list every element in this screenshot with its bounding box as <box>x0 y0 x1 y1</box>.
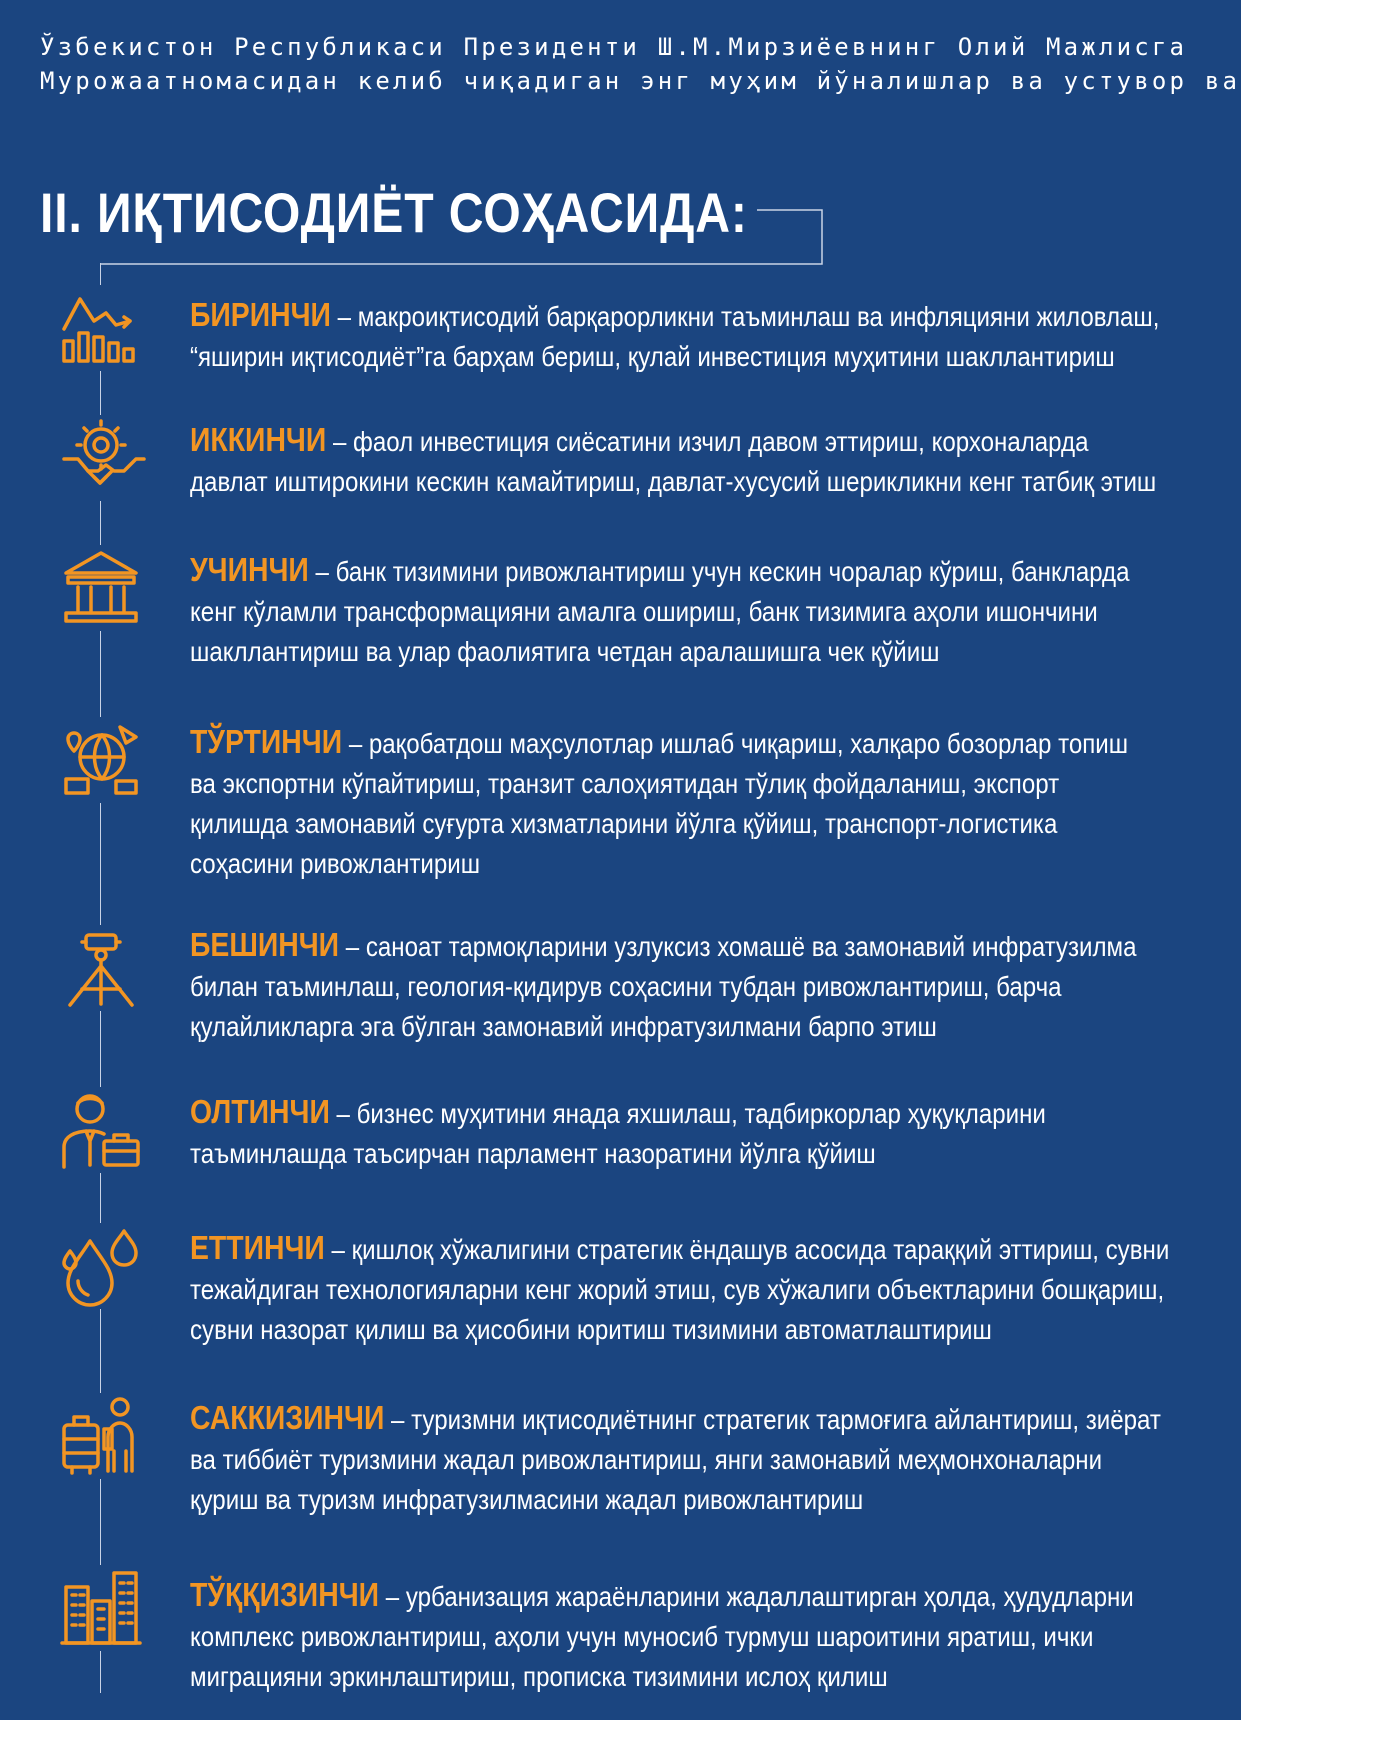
priority-line: ва экспортни кўпайтириш, транзит салоҳиятидан тўлиқ фойдаланиш, экспорт <box>190 768 1060 799</box>
priority-text <box>190 1092 1076 1174</box>
tourist-suitcase-icon <box>58 1393 144 1479</box>
priority-line: таъминлашда таъсирчан парламент назоратини йўлга қўйиш <box>190 1138 876 1169</box>
priority-text <box>190 420 1157 502</box>
priority-line-text: – саноат тармоқларини узлуксиз хомашё ва замонавий инфратузилма <box>339 931 1137 962</box>
priority-line: сувни назорат қилиш ва ҳисобини юритиш тизимини автоматлаштириш <box>190 1314 992 1345</box>
ordinal-label: БЕШИНЧИ <box>190 926 340 963</box>
businessman-briefcase-icon <box>58 1087 144 1173</box>
heading-connector <box>0 0 1381 280</box>
priority-line-text: – макроиқтисодий барқарорликни таъминлаш ва инфляцияни жиловлаш, <box>330 301 1160 332</box>
priority-line: комплекс ривожлантириш, аҳоли учун муносиб турмуш шароитини яратиш, ички <box>190 1621 1094 1652</box>
intro-line: Мурожаатномасидан келиб чиқадиган энг муҳим йўналишлар ва устувор вазифалар: <box>40 67 1381 95</box>
priority-line <box>190 295 1160 337</box>
priority-line <box>190 925 1137 967</box>
handshake-gear-icon <box>58 415 144 501</box>
priority-line: қуриш ва туризм инфратузилмасини жадал ривожлантириш <box>190 1484 864 1515</box>
ordinal-label: ИККИНЧИ <box>190 421 327 458</box>
priority-line <box>190 1575 1134 1617</box>
ordinal-label: ЕТТИНЧИ <box>190 1229 325 1266</box>
ordinal-label: ТЎРТИНЧИ <box>190 723 343 760</box>
priority-line <box>190 1228 1170 1270</box>
bank-building-icon <box>58 545 144 631</box>
intro-line: Ўзбекистон Республикаси Президенти Ш.М.Мирзиёевнинг Олий Мажлисга <box>40 33 1188 61</box>
section-heading: II. ИҚТИСОДИЁТ СОҲАСИДА: <box>40 181 748 244</box>
priority-text <box>190 722 1129 884</box>
priority-line <box>190 420 1089 462</box>
priority-line: ва тиббиёт туризмини жадал ривожлантириш, янги замонавий меҳмонхоналарни <box>190 1444 1103 1475</box>
priority-line: соҳасини ривожлантириш <box>190 848 481 879</box>
priority-text <box>190 925 1137 1047</box>
priority-line <box>190 1092 1076 1134</box>
priority-text <box>190 1575 1134 1697</box>
priority-line: билан таъминлаш, геология-қидирув соҳасини тубдан ривожлантириш, барча <box>190 971 1062 1002</box>
chart-decline-icon <box>58 285 144 371</box>
ordinal-label: САККИЗИНЧИ <box>190 1399 385 1436</box>
priority-text <box>190 550 1130 672</box>
global-logistics-icon <box>58 717 144 803</box>
priority-line-text: – қишлоқ хўжалигини стратегик ёндашув асосида тараққий эттириш, сувни <box>324 1234 1170 1265</box>
priority-line-text: – фаол инвестиция сиёсатини изчил давом эттириш, корхоналарда <box>326 426 1089 457</box>
priority-line <box>190 722 1129 764</box>
priority-line: давлат иштирокини кескин камайтириш, давлат-хусусий шерикликни кенг татбиқ этиш <box>190 466 1157 497</box>
priority-line: қилишда замонавий суғурта хизматларини йўлга қўйиш, транспорт-логистика <box>190 808 1058 839</box>
ordinal-label: ТЎҚҚИЗИНЧИ <box>190 1576 380 1613</box>
priority-line-text: – рақобатдош маҳсулотлар ишлаб чиқариш, халқаро бозорлар топиш <box>342 728 1129 759</box>
priority-text <box>190 295 1160 377</box>
water-drops-icon <box>58 1223 144 1309</box>
ordinal-label: БИРИНЧИ <box>190 296 331 333</box>
priority-line: қулайликларга эга бўлган замонавий инфратузилмани барпо этиш <box>190 1011 937 1042</box>
city-buildings-icon <box>58 1565 144 1651</box>
priority-line-text: – бизнес муҳитини янада яхшилаш, тадбиркорлар ҳуқуқларини <box>329 1098 1046 1129</box>
priority-line: шакллантириш ва улар фаолиятига четдан аралашишга чек қўйиш <box>190 636 940 667</box>
priority-line-text: – туризмни иқтисодиётнинг стратегик тармоғига айлантириш, зиёрат <box>384 1404 1161 1435</box>
priority-line: “яширин иқтисодиёт”га барҳам бериш, қулай инвестиция муҳитини шакллантириш <box>190 341 1115 372</box>
priority-text <box>190 1398 1161 1520</box>
priority-line <box>190 1398 1161 1440</box>
priority-line <box>190 550 1130 592</box>
priority-text <box>190 1228 1170 1350</box>
priority-line-text: – урбанизация жараёнларини жадаллаштирган ҳолда, ҳудудларни <box>379 1581 1134 1612</box>
survey-tripod-icon <box>58 925 144 1011</box>
priority-line: тежайдиган технологияларни кенг жорий этиш, сув хўжалиги объектларини бошқариш, <box>190 1274 1165 1305</box>
ordinal-label: ОЛТИНЧИ <box>190 1093 330 1130</box>
ordinal-label: УЧИНЧИ <box>190 551 309 588</box>
priority-line-text: – банк тизимини ривожлантириш учун кескин чоралар кўриш, банкларда <box>308 556 1130 587</box>
priority-line: миграцияни эркинлаштириш, прописка тизимини ислоҳ қилиш <box>190 1661 888 1692</box>
priority-line: кенг кўламли трансформацияни амалга ошириш, банк тизимига аҳоли ишончини <box>190 596 1098 627</box>
